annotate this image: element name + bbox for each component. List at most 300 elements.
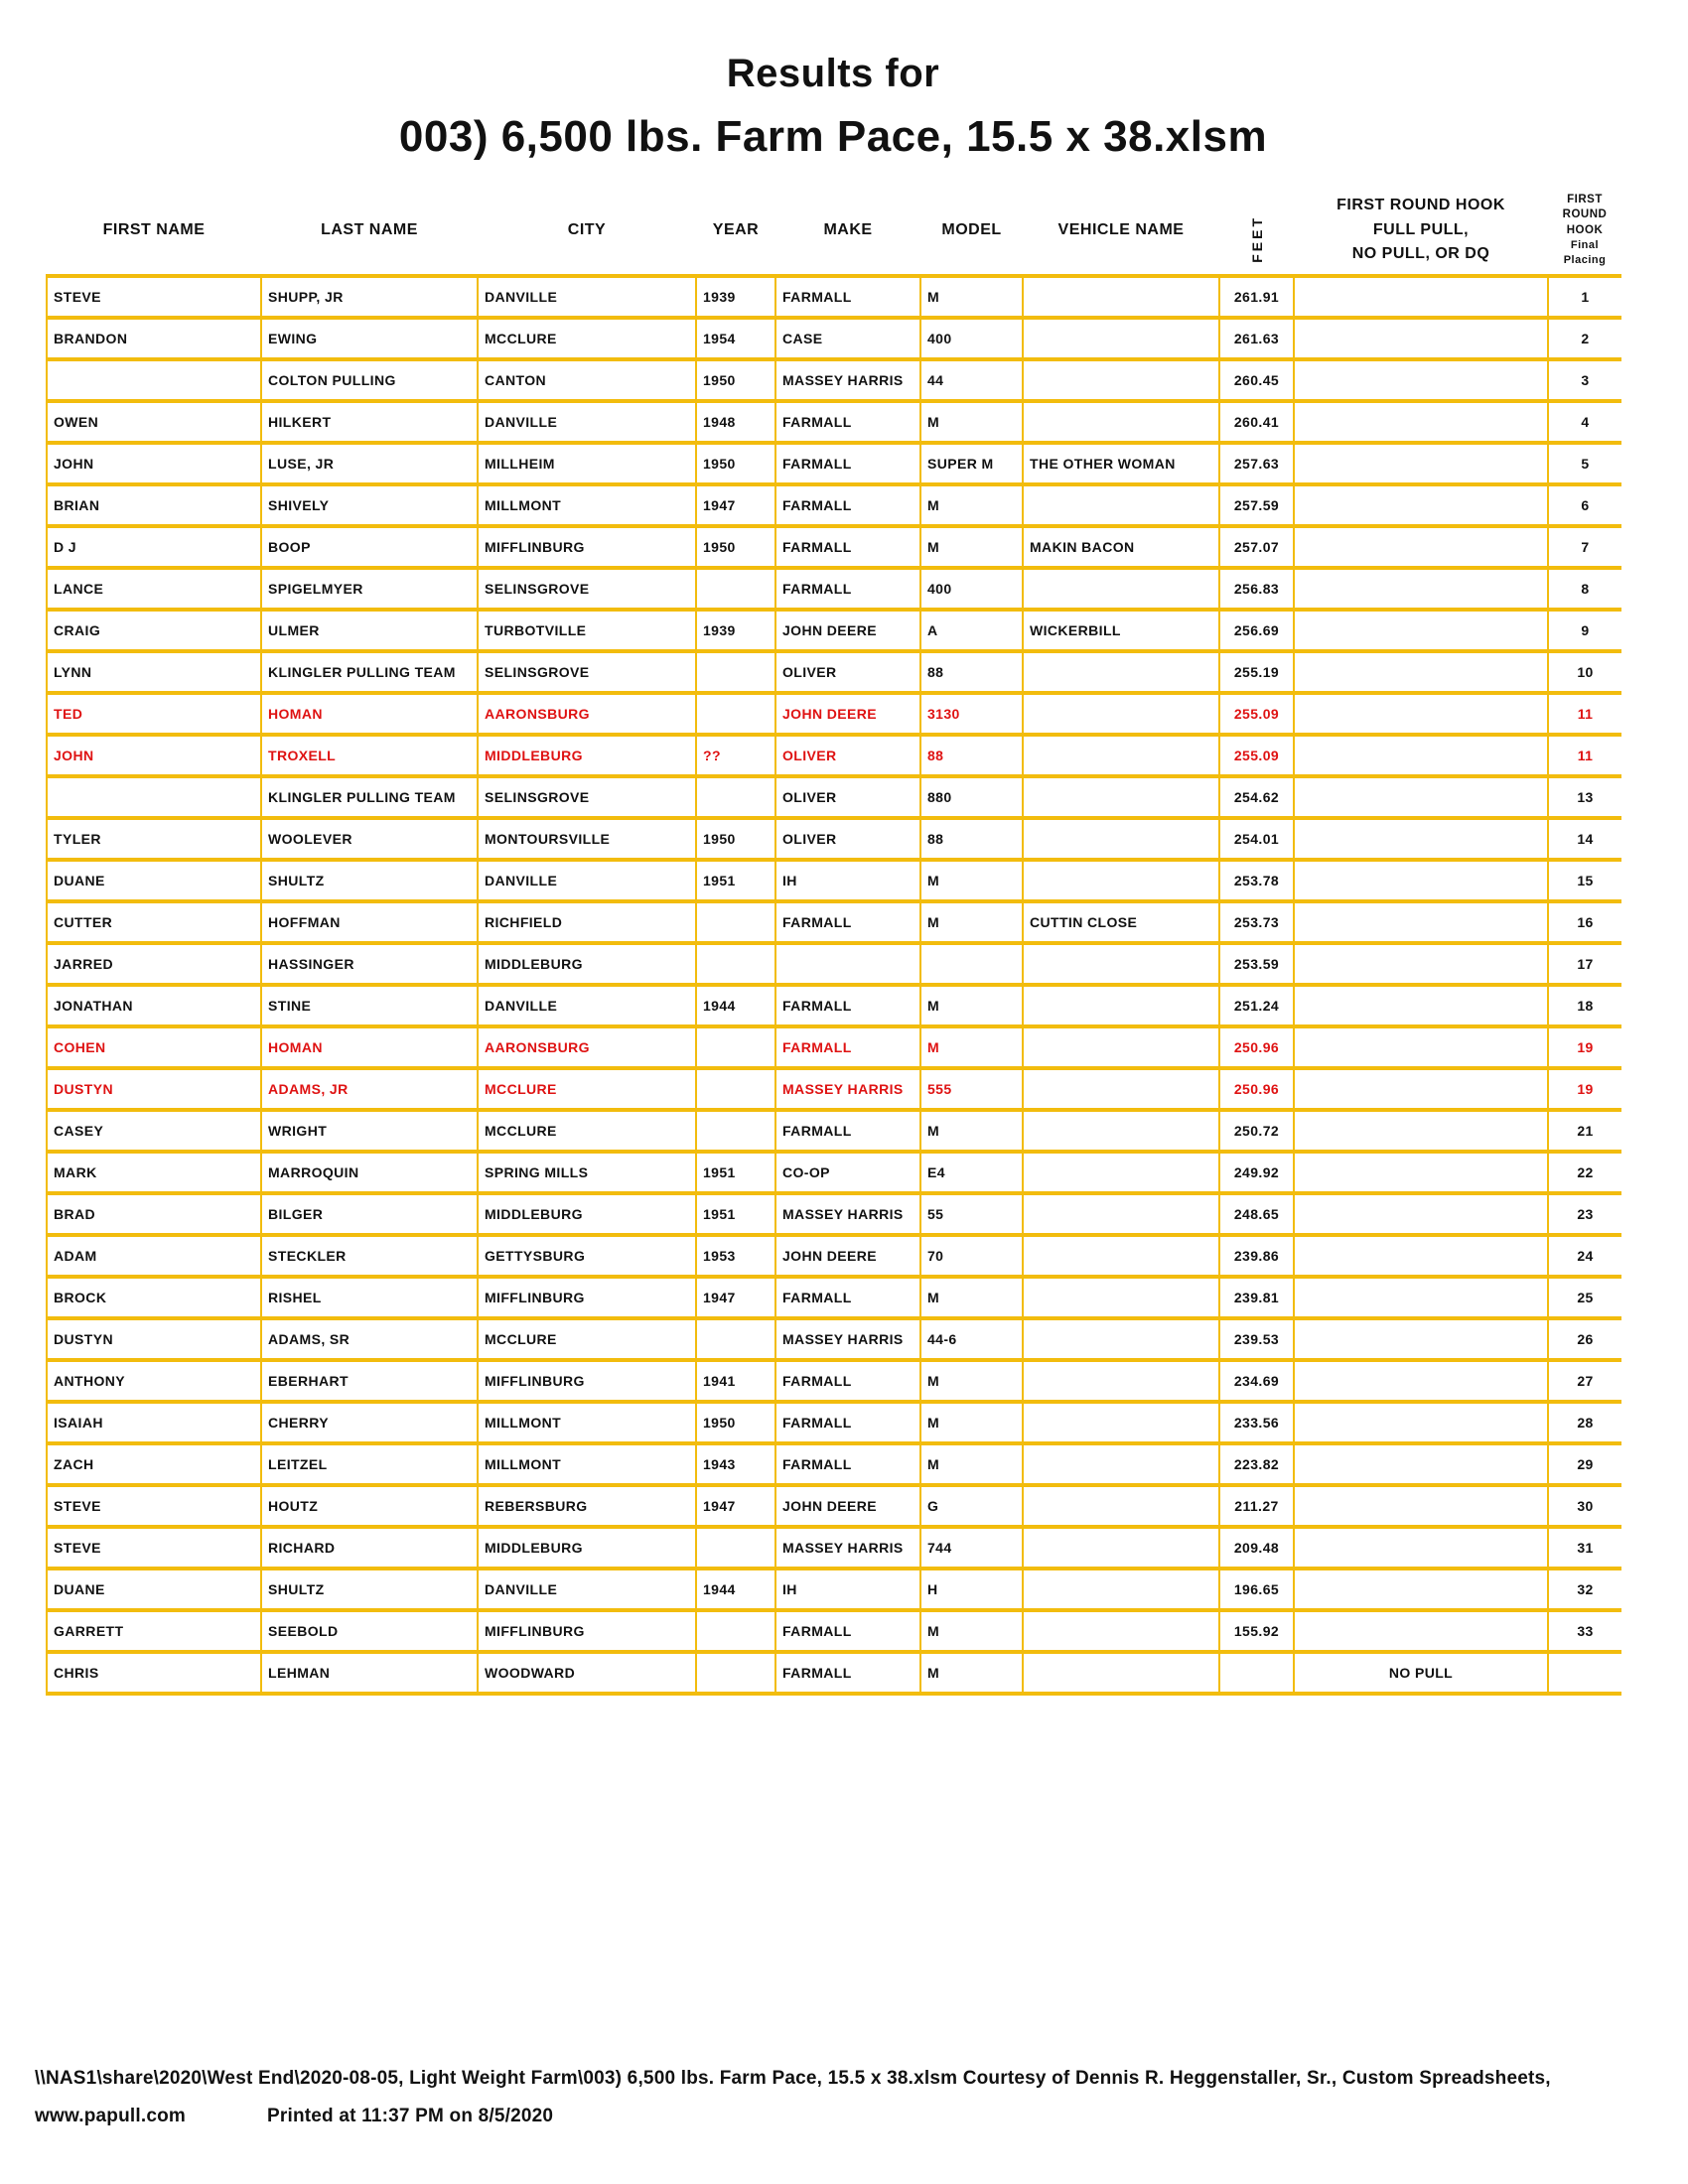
cell-last-name: BOOP xyxy=(261,526,478,568)
cell-make: MASSEY HARRIS xyxy=(775,1527,920,1569)
cell-make: OLIVER xyxy=(775,651,920,693)
cell-first-round-hook xyxy=(1294,735,1548,776)
footer-printed-timestamp: Printed at 11:37 PM on 8/5/2020 xyxy=(267,2106,554,2126)
cell-model: 3130 xyxy=(920,693,1023,735)
cell-first-round-hook xyxy=(1294,776,1548,818)
cell-feet: 261.91 xyxy=(1219,276,1294,318)
cell-feet: 239.86 xyxy=(1219,1235,1294,1277)
table-row xyxy=(47,901,1621,943)
cell-vehicle-name xyxy=(1023,1652,1219,1694)
results-table-body xyxy=(47,276,1621,1694)
cell-model: 88 xyxy=(920,818,1023,860)
cell-first-name: STEVE xyxy=(47,1527,261,1569)
cell-first-name: BROCK xyxy=(47,1277,261,1318)
table-row xyxy=(47,985,1621,1026)
cell-city: MCCLURE xyxy=(478,1318,696,1360)
cell-feet: 223.82 xyxy=(1219,1443,1294,1485)
col-header-last-name: LAST NAME xyxy=(321,221,418,238)
cell-city: SPRING MILLS xyxy=(478,1152,696,1193)
table-row xyxy=(47,943,1621,985)
page-title xyxy=(46,52,1620,162)
cell-last-name: RISHEL xyxy=(261,1277,478,1318)
table-row xyxy=(47,401,1621,443)
cell-feet: 233.56 xyxy=(1219,1402,1294,1443)
cell-year xyxy=(696,568,775,610)
cell-feet: 250.72 xyxy=(1219,1110,1294,1152)
cell-first-round-hook xyxy=(1294,1360,1548,1402)
cell-city: MONTOURSVILLE xyxy=(478,818,696,860)
cell-feet: 255.09 xyxy=(1219,735,1294,776)
cell-vehicle-name: MAKIN BACON xyxy=(1023,526,1219,568)
cell-year xyxy=(696,943,775,985)
cell-year: 1944 xyxy=(696,985,775,1026)
table-row xyxy=(47,1026,1621,1068)
cell-city: AARONSBURG xyxy=(478,1026,696,1068)
cell-first-name: JARRED xyxy=(47,943,261,985)
cell-city: MIDDLEBURG xyxy=(478,735,696,776)
cell-placing: 23 xyxy=(1548,1193,1621,1235)
cell-first-round-hook xyxy=(1294,1193,1548,1235)
cell-vehicle-name: CUTTIN CLOSE xyxy=(1023,901,1219,943)
cell-year xyxy=(696,1318,775,1360)
table-row xyxy=(47,276,1621,318)
cell-first-name: JOHN xyxy=(47,735,261,776)
cell-city: SELINSGROVE xyxy=(478,776,696,818)
cell-first-name: MARK xyxy=(47,1152,261,1193)
cell-feet: 239.53 xyxy=(1219,1318,1294,1360)
cell-city: DANVILLE xyxy=(478,985,696,1026)
cell-vehicle-name xyxy=(1023,484,1219,526)
table-row xyxy=(47,1485,1621,1527)
cell-model: M xyxy=(920,901,1023,943)
cell-first-round-hook xyxy=(1294,1235,1548,1277)
cell-city: MIDDLEBURG xyxy=(478,943,696,985)
cell-last-name: RICHARD xyxy=(261,1527,478,1569)
cell-city: MIDDLEBURG xyxy=(478,1527,696,1569)
cell-first-round-hook xyxy=(1294,1152,1548,1193)
cell-make: JOHN DEERE xyxy=(775,1485,920,1527)
table-row xyxy=(47,1193,1621,1235)
cell-vehicle-name xyxy=(1023,860,1219,901)
cell-city: WOODWARD xyxy=(478,1652,696,1694)
footer-line2 xyxy=(35,2106,1663,2127)
cell-feet xyxy=(1219,1652,1294,1694)
cell-make: MASSEY HARRIS xyxy=(775,1068,920,1110)
cell-placing: 7 xyxy=(1548,526,1621,568)
cell-first-round-hook xyxy=(1294,401,1548,443)
cell-first-round-hook xyxy=(1294,1110,1548,1152)
cell-vehicle-name xyxy=(1023,1193,1219,1235)
cell-make: CO-OP xyxy=(775,1152,920,1193)
cell-last-name: WOOLEVER xyxy=(261,818,478,860)
cell-feet: 250.96 xyxy=(1219,1068,1294,1110)
cell-vehicle-name: WICKERBILL xyxy=(1023,610,1219,651)
cell-year: 1951 xyxy=(696,860,775,901)
cell-make: FARMALL xyxy=(775,1652,920,1694)
cell-last-name: HOMAN xyxy=(261,693,478,735)
cell-model: E4 xyxy=(920,1152,1023,1193)
cell-first-name: CUTTER xyxy=(47,901,261,943)
cell-city: DANVILLE xyxy=(478,860,696,901)
cell-last-name: MARROQUIN xyxy=(261,1152,478,1193)
cell-city: MIFFLINBURG xyxy=(478,1277,696,1318)
cell-year xyxy=(696,1026,775,1068)
cell-model: 555 xyxy=(920,1068,1023,1110)
cell-city: SELINSGROVE xyxy=(478,568,696,610)
cell-model: M xyxy=(920,1110,1023,1152)
cell-first-name: TED xyxy=(47,693,261,735)
cell-first-name xyxy=(47,359,261,401)
cell-first-name: TYLER xyxy=(47,818,261,860)
cell-city: MCCLURE xyxy=(478,318,696,359)
cell-feet: 261.63 xyxy=(1219,318,1294,359)
cell-last-name: HILKERT xyxy=(261,401,478,443)
cell-year: 1950 xyxy=(696,818,775,860)
cell-first-name: DUSTYN xyxy=(47,1318,261,1360)
cell-feet: 196.65 xyxy=(1219,1569,1294,1610)
cell-make: IH xyxy=(775,860,920,901)
cell-city: TURBOTVILLE xyxy=(478,610,696,651)
cell-first-name: BRANDON xyxy=(47,318,261,359)
cell-first-round-hook xyxy=(1294,359,1548,401)
cell-make: OLIVER xyxy=(775,776,920,818)
cell-vehicle-name xyxy=(1023,568,1219,610)
cell-feet: 251.24 xyxy=(1219,985,1294,1026)
cell-first-round-hook xyxy=(1294,1026,1548,1068)
cell-year: ?? xyxy=(696,735,775,776)
cell-feet: 250.96 xyxy=(1219,1026,1294,1068)
cell-first-name: DUANE xyxy=(47,860,261,901)
col-header-model: MODEL xyxy=(941,221,1002,238)
cell-model: 744 xyxy=(920,1527,1023,1569)
cell-city: REBERSBURG xyxy=(478,1485,696,1527)
cell-year: 1941 xyxy=(696,1360,775,1402)
cell-first-name: GARRETT xyxy=(47,1610,261,1652)
cell-vehicle-name xyxy=(1023,1110,1219,1152)
cell-vehicle-name xyxy=(1023,1527,1219,1569)
table-row xyxy=(47,610,1621,651)
cell-feet: 253.73 xyxy=(1219,901,1294,943)
cell-year: 1948 xyxy=(696,401,775,443)
cell-last-name: LEITZEL xyxy=(261,1443,478,1485)
cell-last-name: EWING xyxy=(261,318,478,359)
cell-vehicle-name xyxy=(1023,651,1219,693)
cell-last-name: ADAMS, SR xyxy=(261,1318,478,1360)
cell-year: 1939 xyxy=(696,610,775,651)
cell-last-name: STECKLER xyxy=(261,1235,478,1277)
cell-make: FARMALL xyxy=(775,1443,920,1485)
cell-make: FARMALL xyxy=(775,276,920,318)
cell-model: 55 xyxy=(920,1193,1023,1235)
table-row xyxy=(47,1360,1621,1402)
cell-model: 880 xyxy=(920,776,1023,818)
table-row xyxy=(47,1235,1621,1277)
cell-model: 44 xyxy=(920,359,1023,401)
cell-feet: 209.48 xyxy=(1219,1527,1294,1569)
cell-placing: 19 xyxy=(1548,1068,1621,1110)
cell-feet: 253.59 xyxy=(1219,943,1294,985)
cell-year: 1951 xyxy=(696,1152,775,1193)
cell-vehicle-name: THE OTHER WOMAN xyxy=(1023,443,1219,484)
cell-year: 1947 xyxy=(696,1277,775,1318)
table-row xyxy=(47,693,1621,735)
cell-make: JOHN DEERE xyxy=(775,1235,920,1277)
cell-placing: 31 xyxy=(1548,1527,1621,1569)
cell-model: M xyxy=(920,985,1023,1026)
cell-first-round-hook xyxy=(1294,443,1548,484)
cell-model: H xyxy=(920,1569,1023,1610)
cell-placing: 24 xyxy=(1548,1235,1621,1277)
cell-feet: 255.19 xyxy=(1219,651,1294,693)
table-row xyxy=(47,818,1621,860)
cell-make: FARMALL xyxy=(775,568,920,610)
cell-year xyxy=(696,693,775,735)
cell-feet: 256.83 xyxy=(1219,568,1294,610)
cell-city: DANVILLE xyxy=(478,401,696,443)
cell-vehicle-name xyxy=(1023,1152,1219,1193)
cell-placing: 1 xyxy=(1548,276,1621,318)
cell-first-name: LANCE xyxy=(47,568,261,610)
cell-first-round-hook xyxy=(1294,1402,1548,1443)
cell-city: MILLMONT xyxy=(478,484,696,526)
cell-placing: 32 xyxy=(1548,1569,1621,1610)
cell-placing: 11 xyxy=(1548,735,1621,776)
cell-model: M xyxy=(920,1610,1023,1652)
cell-placing: 19 xyxy=(1548,1026,1621,1068)
cell-first-round-hook xyxy=(1294,1318,1548,1360)
cell-first-name xyxy=(47,776,261,818)
table-row xyxy=(47,1402,1621,1443)
cell-first-name: DUSTYN xyxy=(47,1068,261,1110)
cell-year: 1944 xyxy=(696,1569,775,1610)
cell-city: MILLMONT xyxy=(478,1443,696,1485)
cell-vehicle-name xyxy=(1023,1485,1219,1527)
cell-first-name: ZACH xyxy=(47,1443,261,1485)
cell-feet: 155.92 xyxy=(1219,1610,1294,1652)
cell-model: M xyxy=(920,860,1023,901)
table-row xyxy=(47,1610,1621,1652)
title-results-for: Results for xyxy=(726,52,940,95)
cell-last-name: ULMER xyxy=(261,610,478,651)
cell-model xyxy=(920,943,1023,985)
cell-first-name: JONATHAN xyxy=(47,985,261,1026)
cell-placing: 14 xyxy=(1548,818,1621,860)
cell-feet: 260.41 xyxy=(1219,401,1294,443)
table-row xyxy=(47,735,1621,776)
cell-year xyxy=(696,1068,775,1110)
cell-year: 1950 xyxy=(696,1402,775,1443)
cell-vehicle-name xyxy=(1023,1318,1219,1360)
cell-city: MCCLURE xyxy=(478,1110,696,1152)
cell-first-name: DUANE xyxy=(47,1569,261,1610)
cell-vehicle-name xyxy=(1023,735,1219,776)
cell-city: MCCLURE xyxy=(478,1068,696,1110)
cell-first-name: D J xyxy=(47,526,261,568)
cell-model: M xyxy=(920,276,1023,318)
cell-last-name: KLINGLER PULLING TEAM xyxy=(261,776,478,818)
cell-first-round-hook xyxy=(1294,1068,1548,1110)
cell-model: M xyxy=(920,526,1023,568)
table-row xyxy=(47,860,1621,901)
cell-placing: 29 xyxy=(1548,1443,1621,1485)
cell-first-name: CHRIS xyxy=(47,1652,261,1694)
cell-vehicle-name xyxy=(1023,401,1219,443)
cell-year: 1953 xyxy=(696,1235,775,1277)
table-row xyxy=(47,568,1621,610)
cell-last-name: KLINGLER PULLING TEAM xyxy=(261,651,478,693)
cell-city: MILLMONT xyxy=(478,1402,696,1443)
cell-first-round-hook xyxy=(1294,651,1548,693)
col-header-city: CITY xyxy=(567,221,607,238)
cell-last-name: LUSE, JR xyxy=(261,443,478,484)
cell-first-round-hook xyxy=(1294,568,1548,610)
cell-last-name: SHULTZ xyxy=(261,860,478,901)
cell-year xyxy=(696,1610,775,1652)
cell-placing: 25 xyxy=(1548,1277,1621,1318)
cell-make: FARMALL xyxy=(775,901,920,943)
cell-first-round-hook xyxy=(1294,526,1548,568)
cell-vehicle-name xyxy=(1023,1443,1219,1485)
cell-first-name: ANTHONY xyxy=(47,1360,261,1402)
cell-make xyxy=(775,943,920,985)
cell-model: M xyxy=(920,1026,1023,1068)
cell-year: 1950 xyxy=(696,526,775,568)
cell-first-round-hook xyxy=(1294,276,1548,318)
cell-make: FARMALL xyxy=(775,526,920,568)
cell-make: JOHN DEERE xyxy=(775,693,920,735)
cell-last-name: STINE xyxy=(261,985,478,1026)
cell-placing: 22 xyxy=(1548,1152,1621,1193)
cell-placing: 5 xyxy=(1548,443,1621,484)
cell-last-name: HOUTZ xyxy=(261,1485,478,1527)
table-row xyxy=(47,526,1621,568)
cell-first-round-hook xyxy=(1294,943,1548,985)
cell-first-name: COHEN xyxy=(47,1026,261,1068)
cell-first-name: JOHN xyxy=(47,443,261,484)
cell-city: DANVILLE xyxy=(478,276,696,318)
cell-year xyxy=(696,1110,775,1152)
header-row xyxy=(47,191,1621,276)
table-row xyxy=(47,1068,1621,1110)
cell-model: M xyxy=(920,484,1023,526)
cell-last-name: HOFFMAN xyxy=(261,901,478,943)
cell-city: DANVILLE xyxy=(478,1569,696,1610)
cell-year: 1939 xyxy=(696,276,775,318)
cell-placing: 6 xyxy=(1548,484,1621,526)
cell-last-name: COLTON PULLING xyxy=(261,359,478,401)
cell-placing: 21 xyxy=(1548,1110,1621,1152)
cell-year xyxy=(696,651,775,693)
cell-first-round-hook xyxy=(1294,693,1548,735)
cell-placing: 11 xyxy=(1548,693,1621,735)
cell-first-round-hook xyxy=(1294,860,1548,901)
cell-make: CASE xyxy=(775,318,920,359)
cell-first-name: BRIAN xyxy=(47,484,261,526)
cell-placing: 30 xyxy=(1548,1485,1621,1527)
cell-vehicle-name xyxy=(1023,1235,1219,1277)
cell-vehicle-name xyxy=(1023,776,1219,818)
table-row xyxy=(47,1527,1621,1569)
table-row xyxy=(47,651,1621,693)
cell-feet: 211.27 xyxy=(1219,1485,1294,1527)
cell-last-name: HASSINGER xyxy=(261,943,478,985)
cell-feet: 260.45 xyxy=(1219,359,1294,401)
cell-first-round-hook xyxy=(1294,484,1548,526)
cell-last-name: TROXELL xyxy=(261,735,478,776)
results-table xyxy=(46,191,1621,1696)
cell-vehicle-name xyxy=(1023,1026,1219,1068)
cell-first-round-hook xyxy=(1294,318,1548,359)
cell-placing: 16 xyxy=(1548,901,1621,943)
cell-first-round-hook xyxy=(1294,818,1548,860)
cell-make: FARMALL xyxy=(775,1026,920,1068)
col-header-final-placing: FIRST ROUND HOOK Final Placing xyxy=(1562,193,1608,267)
col-header-year: YEAR xyxy=(712,221,760,238)
cell-make: FARMALL xyxy=(775,1360,920,1402)
cell-year: 1947 xyxy=(696,1485,775,1527)
cell-model: M xyxy=(920,1443,1023,1485)
footer-file-path: \\NAS1\share\2020\West End\2020-08-05, Light Weight Farm\003) 6,500 lbs. Farm Pace, 15.5 x 38.xlsm Courtesy of Dennis R. Heggenstaller, Sr., Custom Spreadsheets, xyxy=(35,2068,1551,2089)
table-row xyxy=(47,1443,1621,1485)
cell-feet: 255.09 xyxy=(1219,693,1294,735)
cell-last-name: SHIVELY xyxy=(261,484,478,526)
cell-model: A xyxy=(920,610,1023,651)
cell-vehicle-name xyxy=(1023,1610,1219,1652)
cell-first-name: BRAD xyxy=(47,1193,261,1235)
cell-year: 1951 xyxy=(696,1193,775,1235)
cell-make: FARMALL xyxy=(775,443,920,484)
cell-first-name: ISAIAH xyxy=(47,1402,261,1443)
cell-first-name: STEVE xyxy=(47,1485,261,1527)
cell-vehicle-name xyxy=(1023,985,1219,1026)
cell-vehicle-name xyxy=(1023,1068,1219,1110)
cell-first-round-hook xyxy=(1294,1610,1548,1652)
cell-vehicle-name xyxy=(1023,693,1219,735)
cell-make: FARMALL xyxy=(775,484,920,526)
cell-last-name: BILGER xyxy=(261,1193,478,1235)
cell-first-round-hook xyxy=(1294,1277,1548,1318)
cell-year: 1947 xyxy=(696,484,775,526)
cell-feet: 254.62 xyxy=(1219,776,1294,818)
cell-city: AARONSBURG xyxy=(478,693,696,735)
cell-model: M xyxy=(920,1652,1023,1694)
cell-placing: 9 xyxy=(1548,610,1621,651)
cell-placing: 4 xyxy=(1548,401,1621,443)
col-header-vehicle-name: VEHICLE NAME xyxy=(1057,221,1185,238)
cell-placing: 26 xyxy=(1548,1318,1621,1360)
cell-year: 1950 xyxy=(696,443,775,484)
cell-model: G xyxy=(920,1485,1023,1527)
table-row xyxy=(47,443,1621,484)
cell-model: 88 xyxy=(920,735,1023,776)
cell-model: 400 xyxy=(920,568,1023,610)
cell-make: MASSEY HARRIS xyxy=(775,1193,920,1235)
cell-make: IH xyxy=(775,1569,920,1610)
cell-vehicle-name xyxy=(1023,359,1219,401)
cell-last-name: ADAMS, JR xyxy=(261,1068,478,1110)
table-row xyxy=(47,1277,1621,1318)
cell-make: FARMALL xyxy=(775,1110,920,1152)
cell-model: SUPER M xyxy=(920,443,1023,484)
cell-make: OLIVER xyxy=(775,818,920,860)
cell-placing: 10 xyxy=(1548,651,1621,693)
cell-make: FARMALL xyxy=(775,1402,920,1443)
cell-feet: 256.69 xyxy=(1219,610,1294,651)
cell-make: MASSEY HARRIS xyxy=(775,359,920,401)
cell-last-name: SPIGELMYER xyxy=(261,568,478,610)
cell-model: M xyxy=(920,1402,1023,1443)
cell-vehicle-name xyxy=(1023,943,1219,985)
